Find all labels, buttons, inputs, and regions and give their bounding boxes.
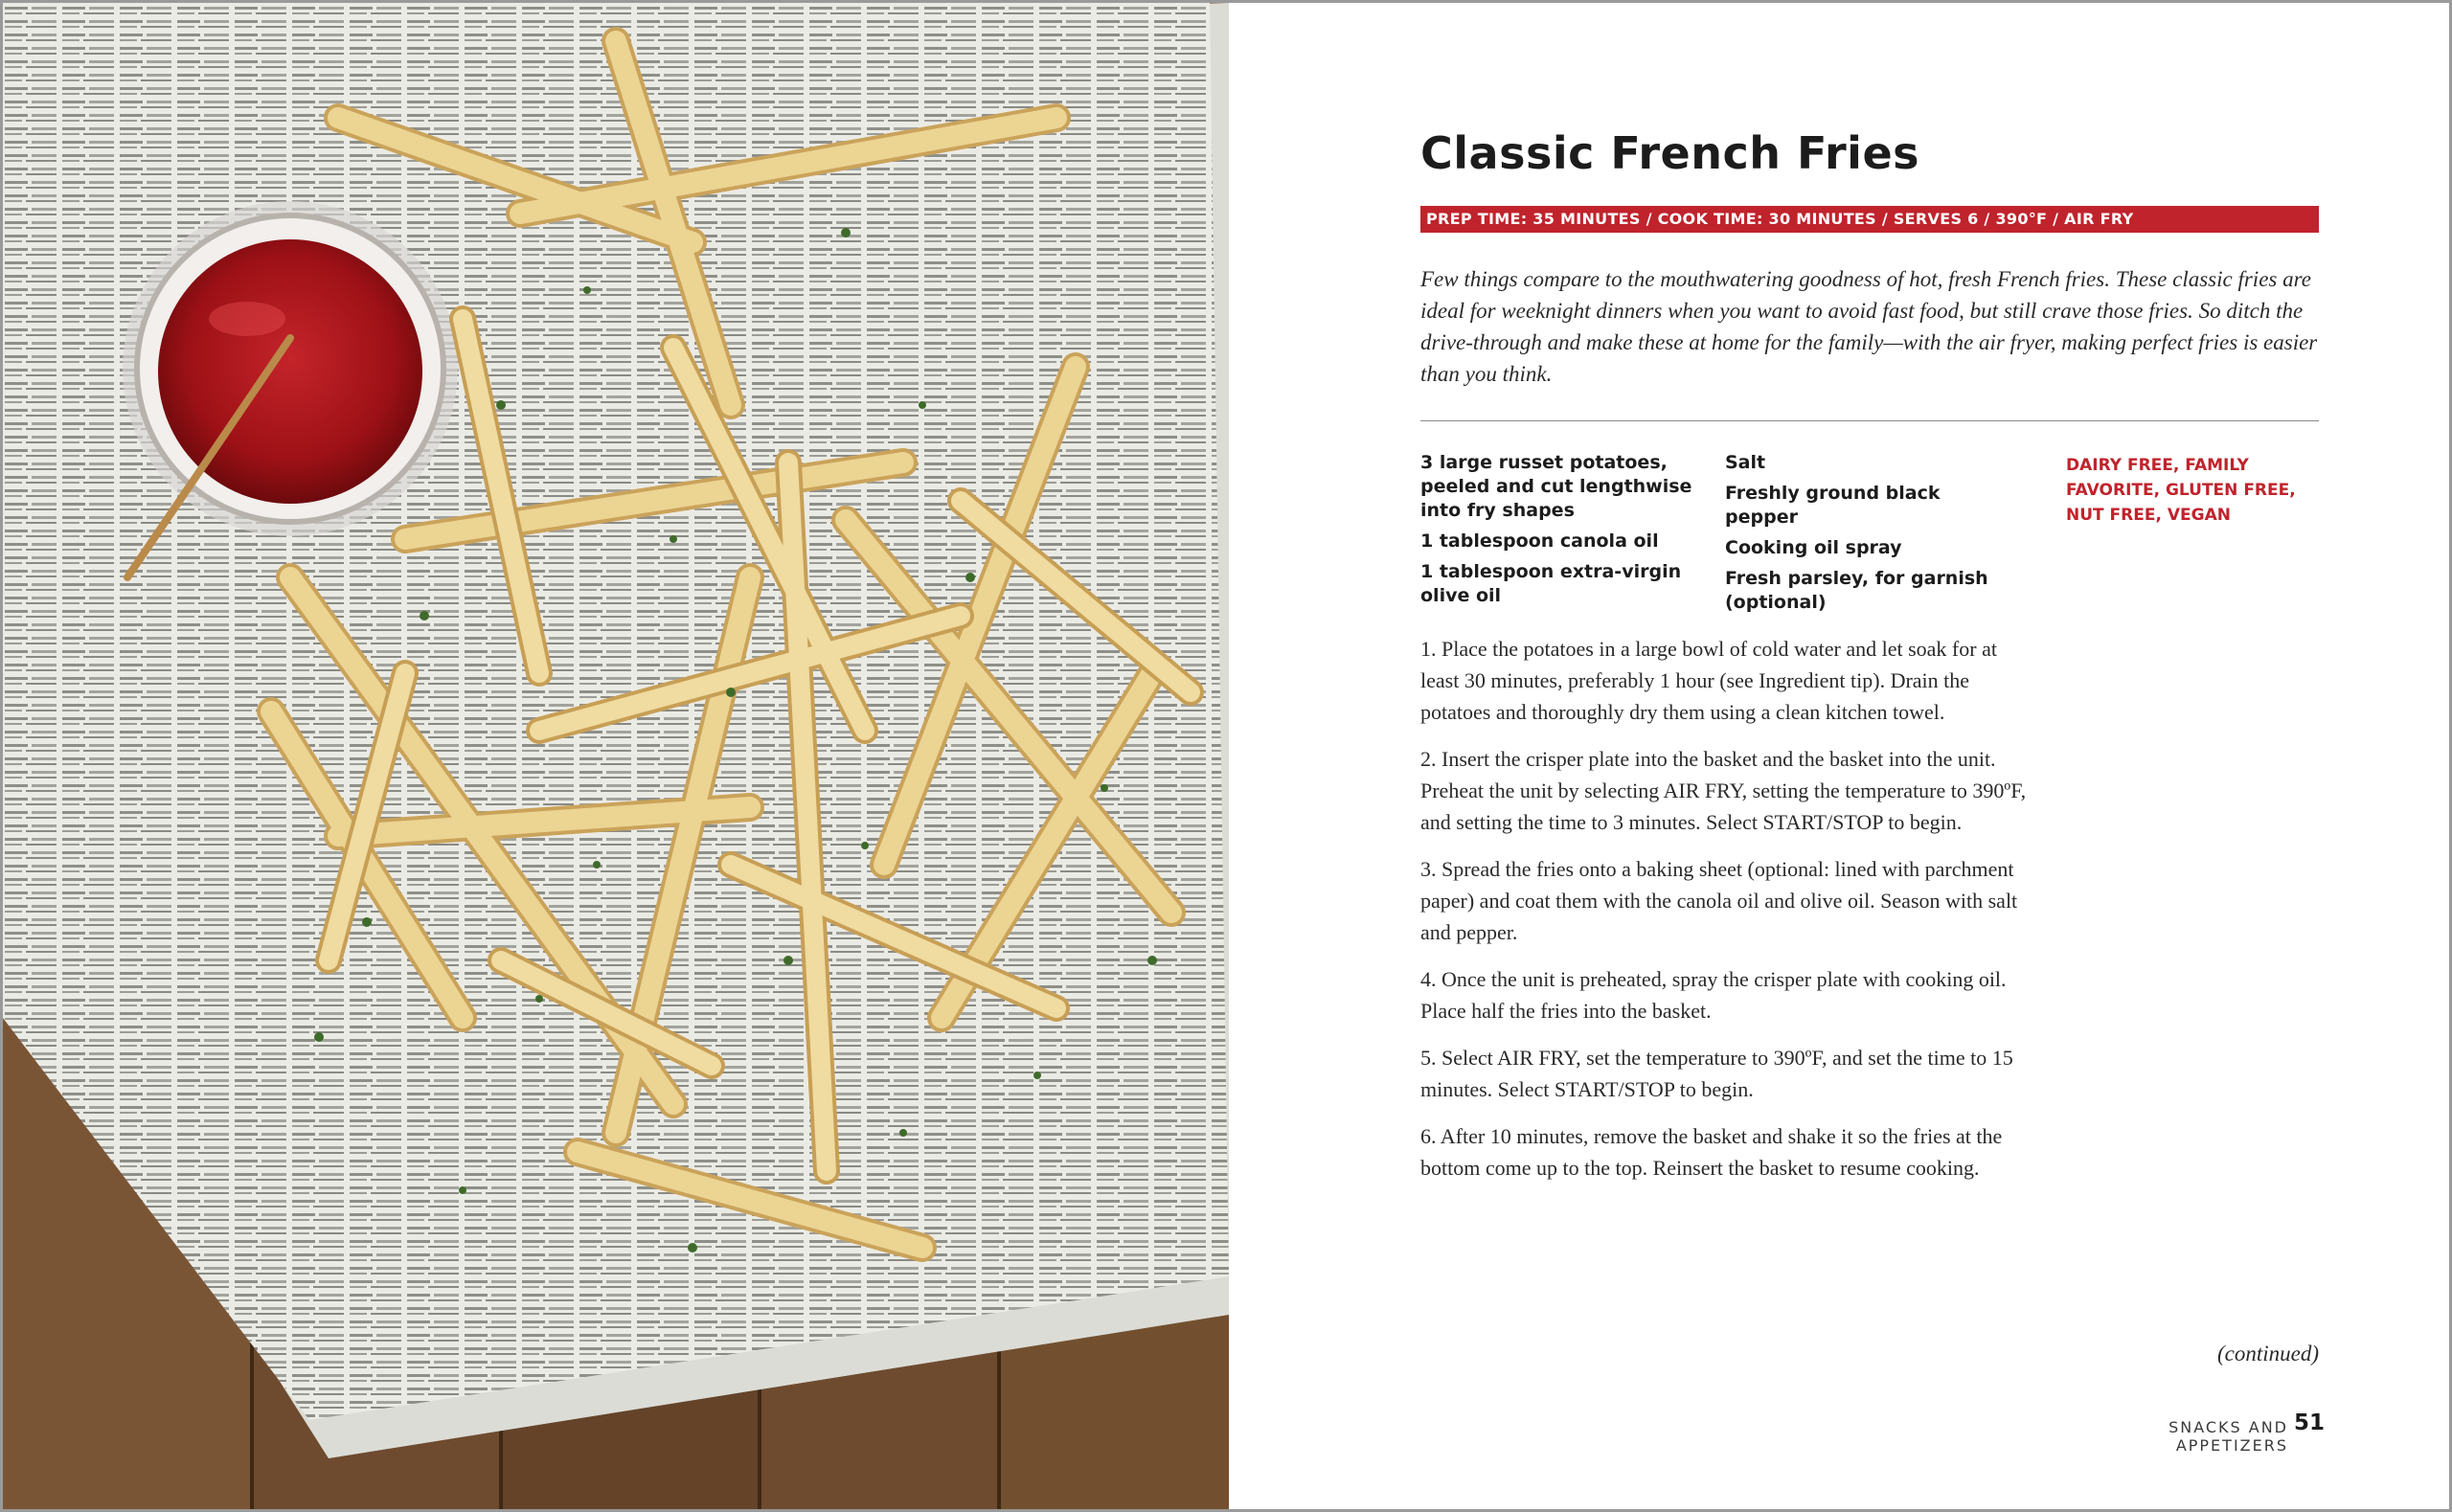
ingredients-column-1 [1420, 451, 1708, 615]
step-item: 4. Once the unit is preheated, spray the crisper plate with cooking oil. Place half the fries into the basket. [1420, 967, 2007, 1023]
ingredient-item: Freshly ground black pepper [1725, 483, 1941, 528]
recipe-photo [3, 3, 1229, 1509]
ingredient-item: Cooking oil spray [1725, 537, 1902, 558]
ingredient-item: 1 tablespoon canola oil [1420, 530, 1659, 552]
ingredient-item: Fresh parsley, for garnish (optional) [1725, 568, 1988, 613]
recipe-meta-bar: PREP TIME: 35 MINUTES / COOK TIME: 30 MINUTES / SERVES 6 / 390°F / AIR FRY [1420, 206, 2319, 233]
ingredient-item: 1 tablespoon extra-virgin olive oil [1420, 561, 1682, 606]
recipe-steps [1420, 633, 2033, 1199]
recipe-title: Classic French Fries [1420, 127, 1920, 179]
step-item: 3. Spread the fries onto a baking sheet (optional: lined with parchment paper) and coat them with the canola oil and olive oil. Season with salt and pepper. [1420, 857, 2018, 944]
ingredient-item: Salt [1725, 452, 1766, 473]
recipe-page [1229, 3, 2449, 1509]
page-number: 51 [2293, 1410, 2325, 1435]
step-item: 6. After 10 minutes, remove the basket and shake it so the fries at the bottom come up to the top. Reinsert the basket to resume cooking. [1420, 1124, 2003, 1180]
ingredients-column-2 [1725, 451, 2003, 621]
ingredient-item: 3 large russet potatoes, peeled and cut lengthwise into fry shapes [1420, 452, 1692, 521]
step-item: 5. Select AIR FRY, set the temperature to 390ºF, and set the time to 15 minutes. Select START/STOP to begin. [1420, 1046, 2013, 1101]
dietary-tags: DAIRY FREE, FAMILY FAVORITE, GLUTEN FREE, NUT FREE, VEGAN [2066, 456, 2296, 525]
recipe-intro: Few things compare to the mouthwatering goodness of hot, fresh French fries. These classic fries are ideal for weeknight dinners when you want to avoid fast food, but still crave those fries. So ditch the drive-through and make these at home for the family—with the air fryer, making perfect fries is easier than you think. [1420, 267, 2318, 386]
step-item: 2. Insert the crisper plate into the basket and the basket into the unit. Preheat the unit by selecting AIR FRY, setting the temperature to 390ºF, and setting the time to 3 minutes. Select START/STOP to begin. [1420, 747, 2027, 834]
divider [1420, 420, 2319, 421]
continued-note: (continued) [2216, 1342, 2319, 1365]
footer-section-title: SNACKS AND APPETIZERS [2168, 1418, 2288, 1455]
step-item: 1. Place the potatoes in a large bowl of cold water and let soak for at least 30 minutes, preferably 1 hour (see Ingredient tip). Drain the potatoes and thoroughly dry them using a clean kitchen towel. [1420, 637, 1997, 724]
